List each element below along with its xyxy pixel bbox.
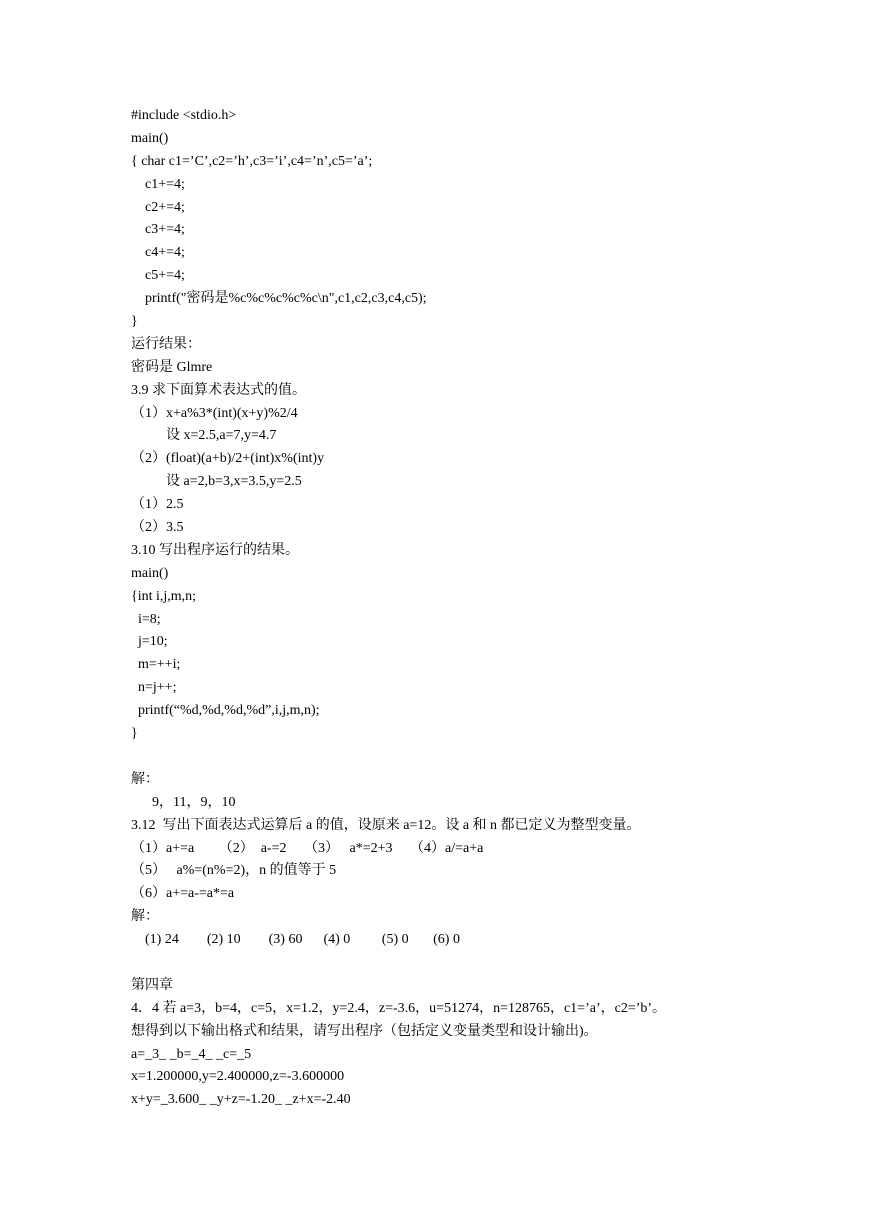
text-line: n=j++;	[131, 680, 177, 696]
text-line: j=10;	[131, 634, 168, 650]
text-line: (1) 24 (2) 10 (3) 60 (4) 0 (5) 0 (6) 0	[131, 932, 460, 948]
text-line: x=1.200000,y=2.400000,z=-3.600000	[131, 1069, 345, 1085]
text-line: }	[131, 314, 138, 330]
text-line: 运行结果：	[131, 336, 201, 352]
text-line: 3.9 求下面算术表达式的值。	[131, 382, 306, 398]
text-line: 密码是 Glmre	[131, 359, 213, 375]
text-line: （1）x+a%3*(int)(x+y)%2/4	[131, 405, 298, 421]
text-line: #include <stdio.h>	[131, 108, 237, 123]
text-line: }	[131, 726, 138, 742]
text-line: a=_3_ _b=_4_ _c=_5	[131, 1046, 252, 1062]
text-line: （1）a+=a （2） a-=2 （3） a*=2+3 （4）a/=a+a	[131, 840, 484, 856]
text-line: 3.12 写出下面表达式运算后 a 的值，设原来 a=12。设 a 和 n 都已定义为整型变量。	[131, 817, 641, 833]
text-line: c1+=4;	[131, 176, 185, 192]
text-line: （2）3.5	[131, 520, 184, 536]
text-line: 第四章	[131, 977, 173, 993]
text-line: （5） a%=(n%=2)，n 的值等于 5	[131, 863, 337, 879]
text-line: printf(“%d,%d,%d,%d”,i,j,m,n);	[131, 703, 320, 719]
text-line: 想得到以下输出格式和结果，请写出程序（包括定义变量类型和设计输出)。	[131, 1023, 598, 1039]
text-line: {int i,j,m,n;	[131, 588, 197, 604]
text-line: i=8;	[131, 611, 161, 627]
text-line: c3+=4;	[131, 222, 185, 238]
text-line: （6）a+=a-=a*=a	[131, 886, 235, 902]
text-line: （2）(float)(a+b)/2+(int)x%(int)y	[131, 451, 325, 467]
text-line: main()	[131, 565, 169, 581]
text-line: { char c1=’C’,c2=’h’,c3=’i’,c4=’n’,c5=’a’;	[131, 153, 373, 169]
text-line	[131, 952, 771, 975]
text-line: （1）2.5	[131, 497, 184, 513]
text-line: c4+=4;	[131, 245, 185, 261]
text-line: c2+=4;	[131, 199, 185, 215]
text-line: m=++i;	[131, 657, 181, 673]
text-line: main()	[131, 130, 169, 146]
text-line: x+y=_3.600_ _y+z=-1.20_ _z+x=-2.40	[131, 1092, 351, 1108]
text-line: 4．4 若 a=3，b=4，c=5，x=1.2，y=2.4，z=-3.6，u=51274，n=128765，c1=’a’，c2=’b’。	[131, 1000, 667, 1016]
text-line: 设 x=2.5,a=7,y=4.7	[131, 428, 277, 444]
text-line: c5+=4;	[131, 268, 185, 284]
text-line: 设 a=2,b=3,x=3.5,y=2.5	[131, 474, 302, 490]
text-line: 解：	[131, 771, 159, 787]
text-line: 9，11，9，10	[131, 794, 236, 810]
text-line: 3.10 写出程序运行的结果。	[131, 542, 299, 558]
text-line: printf("密码是%c%c%c%c%c\n",c1,c2,c3,c4,c5);	[131, 291, 427, 307]
document-page	[131, 105, 771, 1112]
text-line: 解：	[131, 909, 159, 925]
text-line	[131, 746, 771, 769]
